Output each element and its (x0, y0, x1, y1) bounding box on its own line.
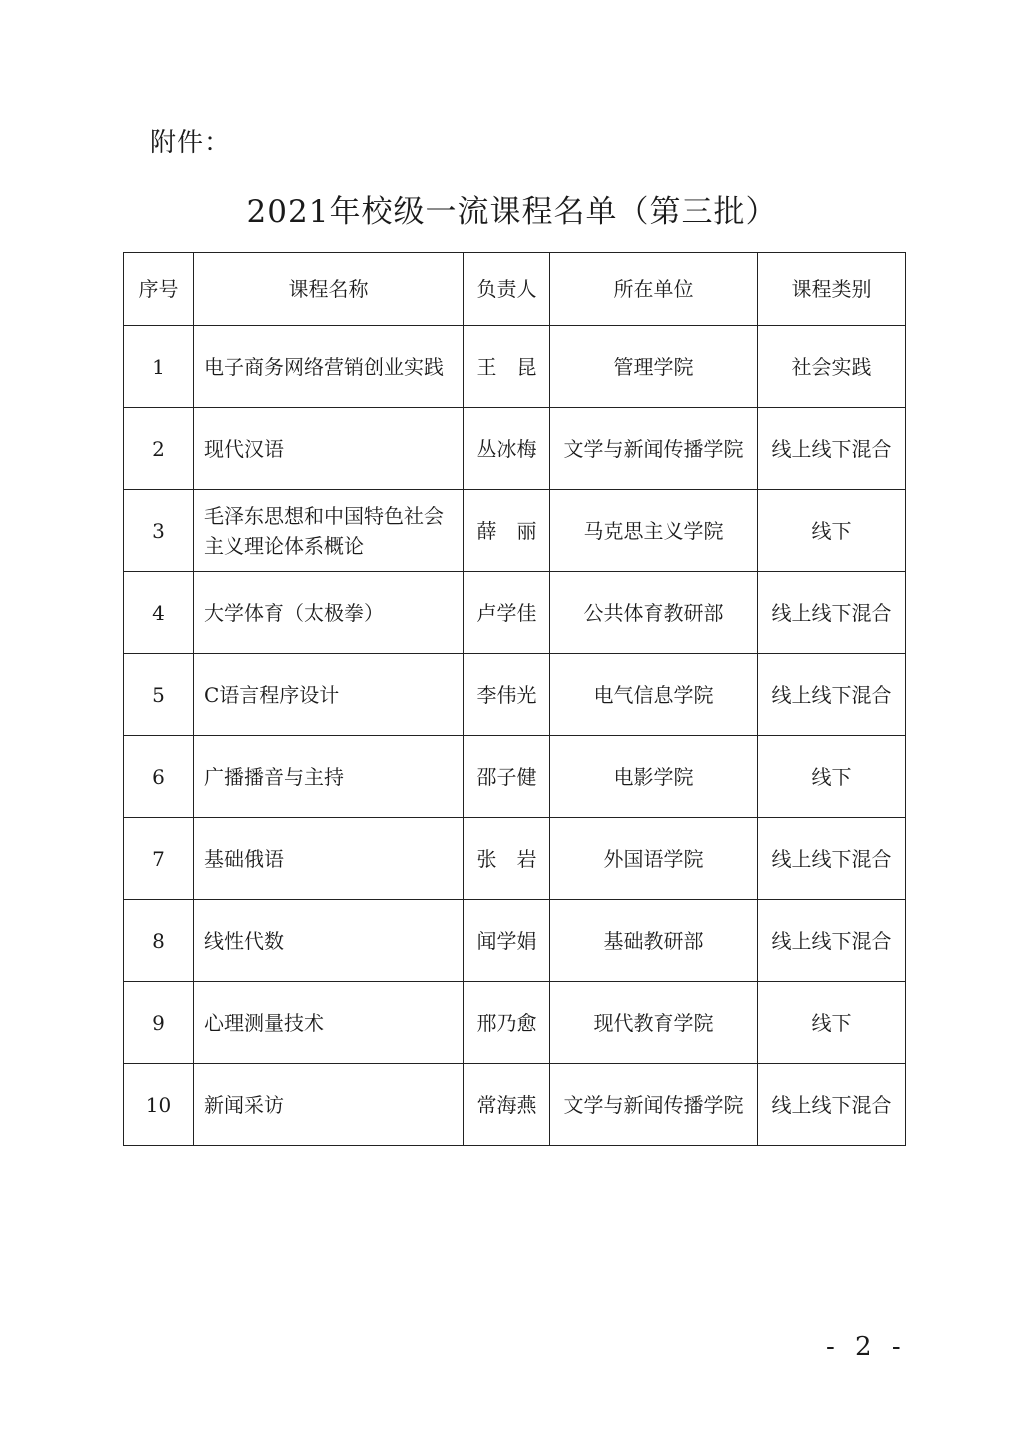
table-header-row (124, 253, 906, 326)
table-row (124, 736, 906, 818)
cell-seq: 2 (124, 408, 194, 490)
cell-course-type: 线上线下混合 (758, 654, 906, 736)
cell-course-type: 线上线下混合 (758, 818, 906, 900)
cell-lead: 邢乃愈 (464, 982, 550, 1064)
cell-lead: 常海燕 (464, 1064, 550, 1146)
page-number: - 2 - (826, 1332, 907, 1362)
header-seq: 序号 (124, 253, 194, 326)
cell-course-type: 社会实践 (758, 326, 906, 408)
table-row (124, 490, 906, 572)
cell-course-name: 大学体育（太极拳） (194, 572, 464, 654)
header-unit: 所在单位 (550, 253, 758, 326)
table-row (124, 408, 906, 490)
cell-seq: 4 (124, 572, 194, 654)
cell-course-type: 线下 (758, 490, 906, 572)
cell-course-type: 线上线下混合 (758, 900, 906, 982)
cell-course-name: 线性代数 (194, 900, 464, 982)
cell-unit: 现代教育学院 (550, 982, 758, 1064)
cell-course-type: 线上线下混合 (758, 408, 906, 490)
cell-course-name: 电子商务网络营销创业实践 (194, 326, 464, 408)
cell-unit: 文学与新闻传播学院 (550, 1064, 758, 1146)
cell-lead: 卢学佳 (464, 572, 550, 654)
header-course-type: 课程类别 (758, 253, 906, 326)
cell-lead: 李伟光 (464, 654, 550, 736)
cell-seq: 6 (124, 736, 194, 818)
cell-course-name: 新闻采访 (194, 1064, 464, 1146)
cell-lead: 王 昆 (464, 326, 550, 408)
cell-seq: 10 (124, 1064, 194, 1146)
cell-course-name: 基础俄语 (194, 818, 464, 900)
table-row (124, 900, 906, 982)
table-row (124, 654, 906, 736)
cell-unit: 外国语学院 (550, 818, 758, 900)
cell-lead: 邵子健 (464, 736, 550, 818)
cell-seq: 7 (124, 818, 194, 900)
course-table (123, 252, 906, 1146)
header-lead: 负责人 (464, 253, 550, 326)
cell-course-name: 现代汉语 (194, 408, 464, 490)
header-course-name: 课程名称 (194, 253, 464, 326)
cell-lead: 薛 丽 (464, 490, 550, 572)
cell-course-type: 线下 (758, 982, 906, 1064)
annex-label: 附件： (150, 128, 232, 158)
cell-unit: 基础教研部 (550, 900, 758, 982)
cell-unit: 文学与新闻传播学院 (550, 408, 758, 490)
cell-course-name: 广播播音与主持 (194, 736, 464, 818)
cell-course-type: 线下 (758, 736, 906, 818)
cell-unit: 电气信息学院 (550, 654, 758, 736)
table-row (124, 818, 906, 900)
cell-lead: 丛冰梅 (464, 408, 550, 490)
cell-lead: 闻学娟 (464, 900, 550, 982)
cell-unit: 公共体育教研部 (550, 572, 758, 654)
cell-course-type: 线上线下混合 (758, 572, 906, 654)
table-row (124, 982, 906, 1064)
cell-course-name: 毛泽东思想和中国特色社会主义理论体系概论 (194, 490, 464, 572)
cell-course-name: 心理测量技术 (194, 982, 464, 1064)
table-row (124, 326, 906, 408)
cell-seq: 8 (124, 900, 194, 982)
cell-course-type: 线上线下混合 (758, 1064, 906, 1146)
cell-seq: 1 (124, 326, 194, 408)
cell-unit: 管理学院 (550, 326, 758, 408)
cell-unit: 马克思主义学院 (550, 490, 758, 572)
cell-course-name: C语言程序设计 (194, 654, 464, 736)
cell-seq: 9 (124, 982, 194, 1064)
cell-unit: 电影学院 (550, 736, 758, 818)
table-row (124, 572, 906, 654)
table-row (124, 1064, 906, 1146)
cell-seq: 5 (124, 654, 194, 736)
document-title: 2021年校级一流课程名单（第三批） (246, 194, 778, 230)
cell-seq: 3 (124, 490, 194, 572)
cell-lead: 张 岩 (464, 818, 550, 900)
